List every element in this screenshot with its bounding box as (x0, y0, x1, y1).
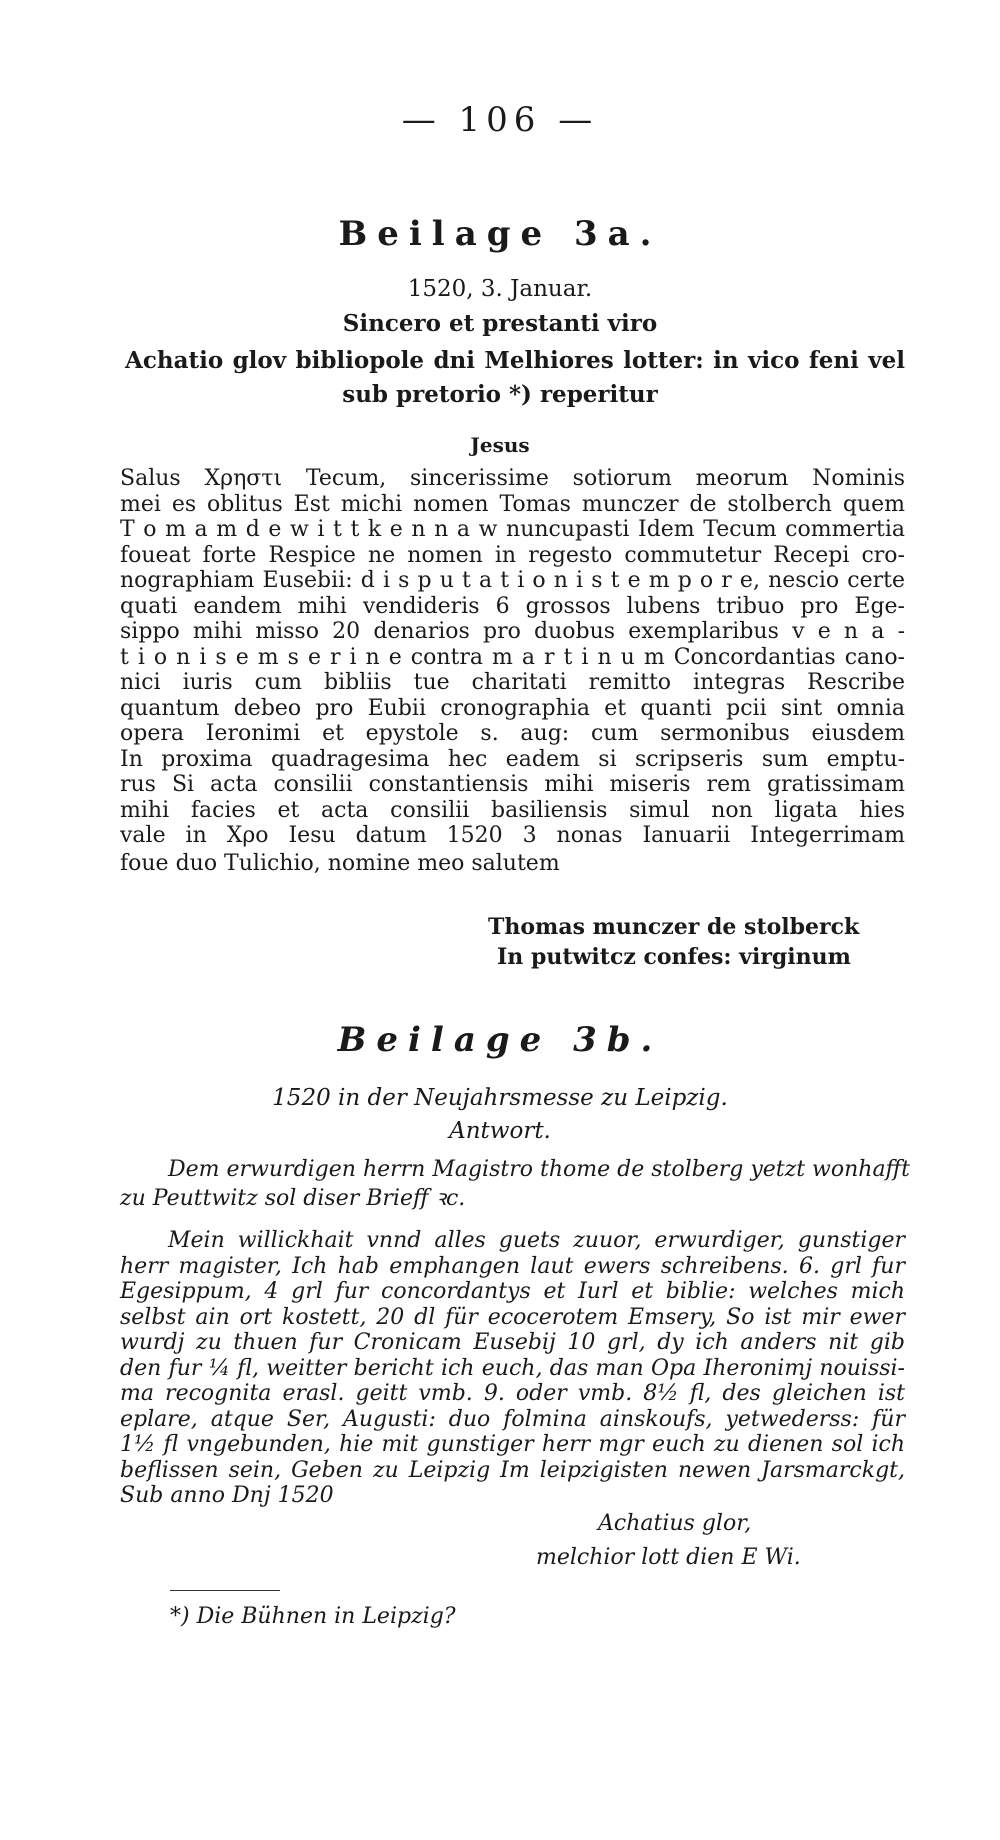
letter-line: mihi facies et acta consilii basiliensis simul non ligata hies (120, 797, 905, 823)
letter-line: eplare, atque Ser, Augusti: duo folmina ainskoufs, yetwederss: für (120, 1406, 905, 1432)
beilage-3b-title: Beilage 3b. (337, 1020, 663, 1060)
letter-line: quati eandem mihi vendideris 6 grossos lubens tribuo pro Ege- (120, 593, 905, 619)
letter-line: den fur ¼ fl, weitter bericht ich euch, das man Opa Iheronimj nouissi- (120, 1355, 905, 1381)
letter-line: mei es oblitus Est michi nomen Tomas munczer de stolberch quem (120, 491, 905, 517)
letter-line: t i o n i s e m s e r i n e contra m a r t i n u m Concordantias cano- (120, 644, 905, 670)
footnote-divider (170, 1590, 280, 1591)
beilage-3b-letter-body (120, 1228, 905, 1509)
letter-line: Salus Χρηστι Tecum, sincerissime sotiorum meorum Nominis (120, 466, 905, 491)
letter-line: vale in Χρο Iesu datum 1520 3 nonas Ianuarii Integerrimam (120, 823, 905, 848)
letter-line: T o m a m d e w i t t k e n n a w nuncupasti Idem Tecum commertia (120, 517, 905, 542)
letter-line: nici iuris cum bibliis tue charitati remitto integras Rescribe (120, 670, 905, 695)
letter-line: ma recognita erasl. geitt vmb. 9. oder vmb. 8½ fl, des gleichen ist (120, 1381, 905, 1406)
letter-line: foue duo Tulichio, nomine meo salutem (120, 850, 560, 876)
letter-line: herr magister, Ich hab emphangen laut ewers schreibens. 6. grl fur (120, 1253, 905, 1279)
letter-line: selbst ain ort kostett, 20 dl für ecocerotem Emsery, So ist mir ewer (120, 1304, 905, 1330)
page-number: — 106 — (401, 100, 599, 140)
address-line: Dem erwurdigen herrn Magistro thome de stolberg yetzt wonhafft (168, 1157, 910, 1182)
beilage-3a-address-line1: Sincero et prestanti viro (342, 310, 658, 337)
beilage-3a-address-line2: Achatio glov bibliopole dni Melhiores lotter: in vico feni vel (125, 347, 905, 374)
beilage-3b-heading: Antwort. (449, 1118, 551, 1144)
letter-line: foueat forte Respice ne nomen in regesto commutetur Recepi cro- (120, 542, 905, 568)
beilage-3b-signature-line1: Achatius glor, (598, 1511, 752, 1536)
beilage-3b-date: 1520 in der Neujahrsmesse zu Leipzig. (272, 1085, 728, 1111)
letter-line: wurdj zu thuen fur Cronicam Eusebij 10 grl, dy ich anders nit gib (120, 1330, 905, 1355)
letter-line: opera Ieronimi et epystole s. aug: cum sermonibus eiusdem (120, 721, 905, 746)
letter-line: rus Si acta consilii constantiensis mihi miseris rem gratissimam (120, 772, 905, 797)
letter-line: sippo mihi misso 20 denarios pro duobus exemplaribus v e n a - (120, 619, 905, 644)
beilage-3a-signature-line1: Thomas munczer de stolberck (488, 914, 860, 940)
beilage-3a-date: 1520, 3. Januar. (407, 276, 593, 302)
footnote: *) Die Bühnen in Leipzig? (170, 1604, 456, 1629)
beilage-3a-salutation: Jesus (470, 433, 530, 457)
letter-line: Mein willickhait vnnd alles guets zuuor, erwurdiger, gunstiger (168, 1228, 905, 1253)
beilage-3b-signature-line2: melchior lott dien E Wi. (536, 1545, 801, 1570)
beilage-3a-title: Beilage 3a. (338, 214, 662, 254)
beilage-3a-signature-line2: In putwitcz confes: virginum (497, 944, 851, 970)
letter-line: quantum debeo pro Eubii cronographia et quanti pcii sint omnia (120, 695, 905, 721)
address-line: zu Peuttwitz sol diser Brieff ꝛc. (120, 1185, 466, 1211)
beilage-3b-address (120, 1157, 910, 1211)
letter-line: Egesippum, 4 grl fur concordantys et Iurl et biblie: welches mich (120, 1279, 905, 1304)
letter-line: 1½ fl vngebunden, hie mit gunstiger herr mgr euch zu dienen sol ich (120, 1432, 905, 1457)
letter-line: In proxima quadragesima hec eadem si scripseris sum emptu- (120, 746, 905, 772)
beilage-3a-letter-body (120, 466, 905, 876)
letter-line: nographiam Eusebii: d i s p u t a t i o n i s t e m p o r e, nescio certe (120, 568, 905, 593)
beilage-3a-address-line3: sub pretorio *) reperitur (342, 381, 658, 408)
letter-line: Sub anno Dnj 1520 (120, 1483, 334, 1508)
letter-line: beflissen sein, Geben zu Leipzig Im leipzigisten newen Jarsmarckgt, (120, 1457, 905, 1483)
